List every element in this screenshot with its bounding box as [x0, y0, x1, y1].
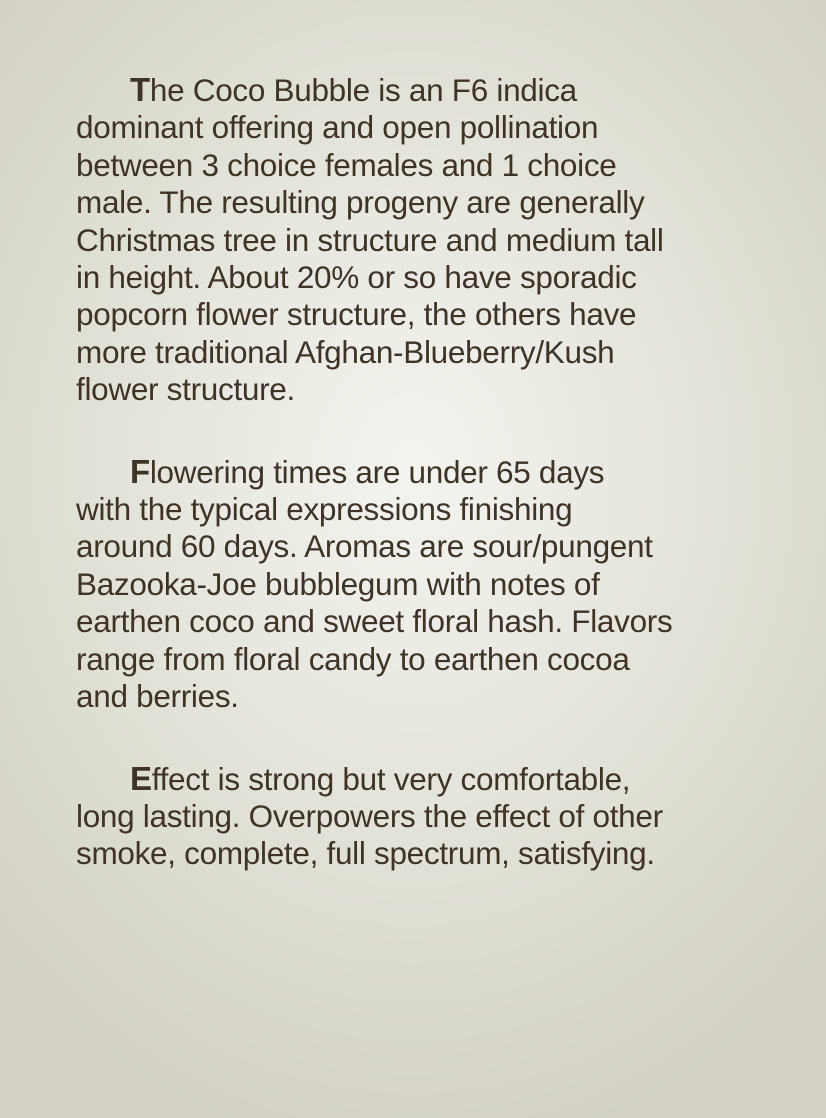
paragraph-text: ffect is strong but very comfortable, long lasting. Overpowers the effect of other smoke, complete, full spectrum, satisfying.	[76, 760, 663, 872]
paragraph-text: lowering times are under 65 days with the typical expressions finishing around 60 days. Aromas are sour/pungent Bazooka-Joe bubblegum with notes of earthen coco and sweet floral hash. Flavors range from floral candy to earthen cocoa and berries.	[76, 453, 673, 715]
paragraph-flowering	[76, 453, 776, 716]
paragraph-description	[76, 71, 776, 409]
paragraph-initial: E	[130, 759, 152, 797]
paragraph-effect	[76, 760, 776, 873]
paragraph-initial: F	[130, 452, 150, 490]
paragraph-text: he Coco Bubble is an F6 indica dominant offering and open pollination between 3 choice females and 1 choice male. The resulting progeny are generally Christmas tree in structure and medium tall in height. About 20% or so have sporadic popcorn flower structure, the others have more traditional Afghan-Blueberry/Kush flower structure.	[76, 72, 664, 408]
paragraph-initial: T	[130, 71, 150, 108]
document-body	[76, 71, 776, 917]
